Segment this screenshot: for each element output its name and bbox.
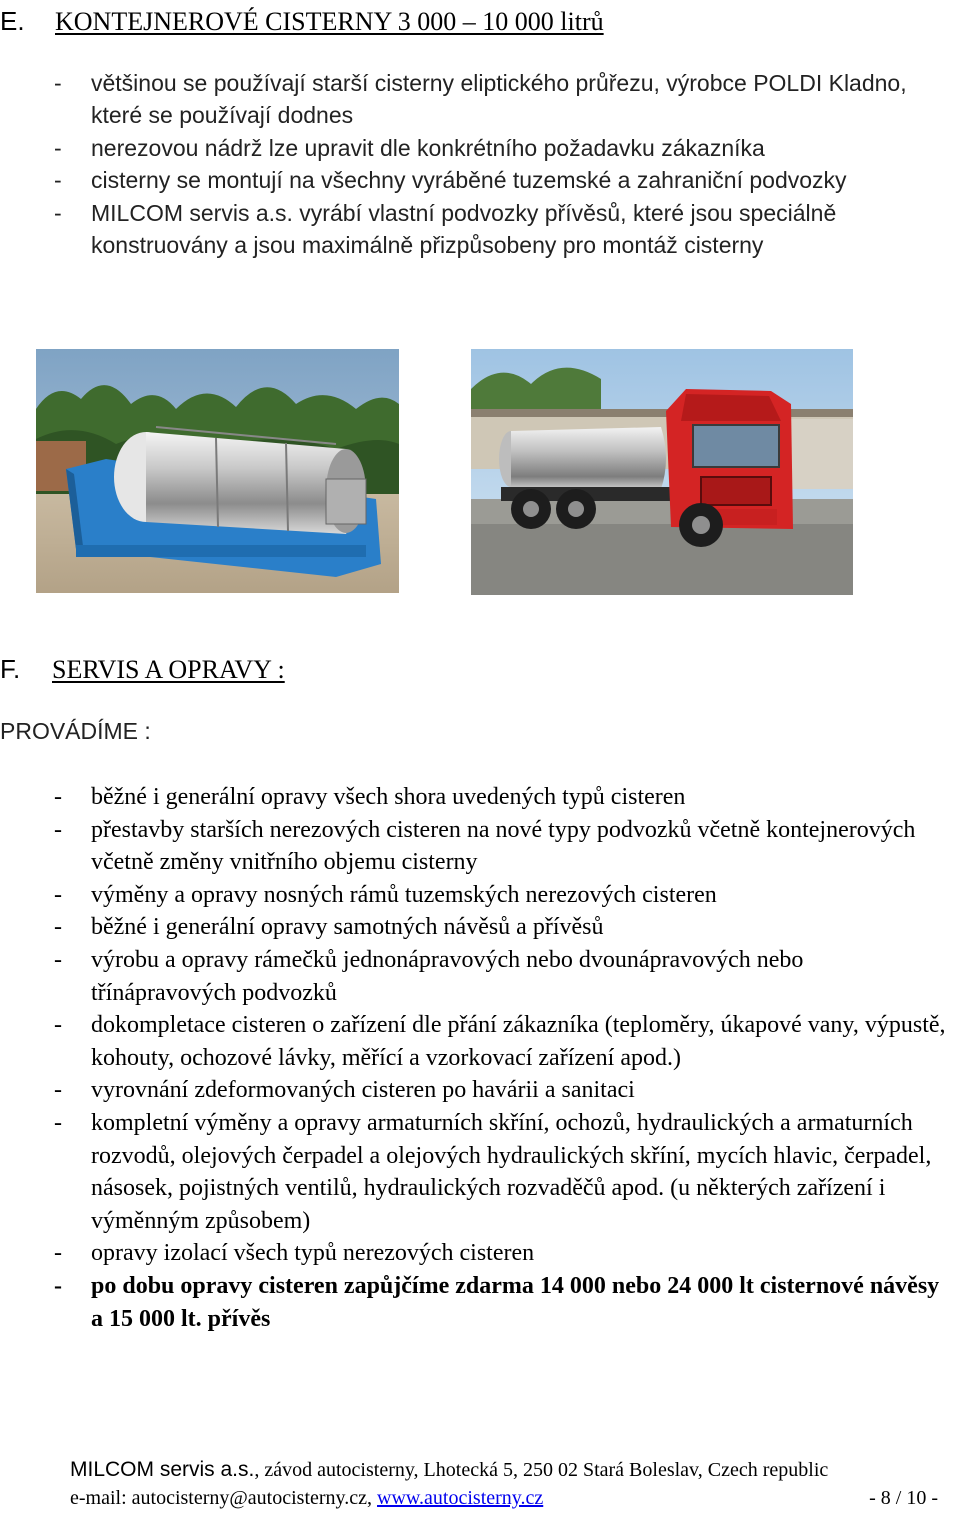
bullet-dash: - [54,1109,62,1136]
bullet-dash: - [54,1012,62,1039]
footer-contact-line [70,1487,543,1510]
list-item-text: kompletní výměny a opravy armaturních skříní, ochozů, hydraulických a armaturních rozvodů, olejových čerpadel a olejových hydraulických skříní, mycích hlavic, čerpadel, násosek, pojistných ventilů, hydraulických rozvaděčů apod. (u některých zařízení i výměnným způsobem) [91,1109,932,1234]
bullet-dash: - [54,1272,62,1299]
bullet-dash: - [54,1077,62,1104]
list-item-text: cisterny se montují na všechny vyráběné tuzemské a zahraniční podvozky [91,167,847,194]
bullet-dash: - [54,784,62,810]
list-item-text: přestavby starších nerezových cisteren na nové typy podvozků včetně kontejnerových včetně změny vnitřního objemu cisterny [91,816,916,876]
list-item-text: vyrovnání zdeformovaných cisteren po havárii a sanitaci [91,1077,635,1104]
tank-truck-photo [471,349,853,595]
bullet-dash: - [54,199,62,226]
list-item [54,1107,954,1237]
list-item-highlight [54,1270,954,1335]
list-item-text: běžné i generální opravy samotných návěsů a přívěsů [91,914,604,941]
list-item [54,879,954,912]
bullet-dash: - [54,1240,62,1267]
list-item [54,1009,954,1074]
list-item [54,944,954,1009]
section-f-title: SERVIS A OPRAVY : [52,655,285,684]
bullet-dash: - [54,167,62,194]
section-e-title: KONTEJNEROVÉ CISTERNY 3 000 – 10 000 litrů [55,7,604,36]
list-item-text: většinou se používají starší cisterny eliptického průřezu, výrobce POLDI Kladno, které se používají dodnes [91,70,907,129]
container-tank-photo [36,349,399,593]
bullet-dash: - [54,816,62,843]
list-item [54,781,954,814]
list-item [54,1237,954,1270]
bullet-dash: - [54,914,62,941]
footer-address-line [70,1458,828,1482]
bullet-dash: - [54,946,62,973]
list-item [54,132,954,164]
list-item [54,911,954,944]
list-item-text: nerezovou nádrž lze upravit dle konkrétního požadavku zákazníka [91,134,765,161]
page-number: - 8 / 10 - [869,1487,938,1509]
list-item-text: výměny a opravy nosných rámů tuzemských nerezových cisteren [91,881,717,908]
footer-email: e-mail: autocisterny@autocisterny.cz, [70,1487,378,1509]
section-e-heading [0,6,604,37]
footer-company: MILCOM servis a.s. [70,1458,255,1481]
footer-address: , závod autocisterny, Lhotecká 5, 250 02 Stará Boleslav, Czech republic [254,1459,829,1481]
list-item-text: MILCOM servis a.s. vyrábí vlastní podvozky přívěsů, které jsou speciálně konstruovány a jsou maximálně přizpůsobeny pro montáž cisterny [91,199,837,259]
section-f-heading [0,654,285,685]
footer-website-link[interactable]: www.autocisterny.cz [377,1487,544,1509]
section-e-letter: E. [0,6,25,36]
list-item-text: výrobu a opravy rámečků jednonápravových nebo dvounápravových nebo třínápravových podvozků [91,946,804,1006]
section-f-letter: F. [0,654,21,684]
section-f-subheading: PROVÁDÍME : [0,718,151,744]
bullet-dash: - [54,881,62,908]
list-item-text: po dobu opravy cisteren zapůjčíme zdarma 14 000 nebo 24 000 lt cisternové návěsy a 15 000 lt. přívěs [91,1272,940,1332]
list-item [54,164,954,196]
list-item [54,197,954,262]
list-item [54,814,954,879]
bullet-dash: - [54,70,62,96]
list-item-text: běžné i generální opravy všech shora uvedených typů cisteren [91,784,686,810]
list-item-text: opravy izolací všech typů nerezových cisteren [91,1240,535,1267]
section-e-list [54,67,954,261]
bullet-dash: - [54,134,62,161]
list-item-text: dokompletace cisteren o zařízení dle přání zákazníka (teploměry, úkapové vany, výpustě, kohouty, ochozové lávky, měřící a vzorkovací zařízení apod.) [91,1012,946,1071]
list-item [54,1074,954,1107]
list-item [54,67,954,132]
section-f-list [54,781,954,1335]
